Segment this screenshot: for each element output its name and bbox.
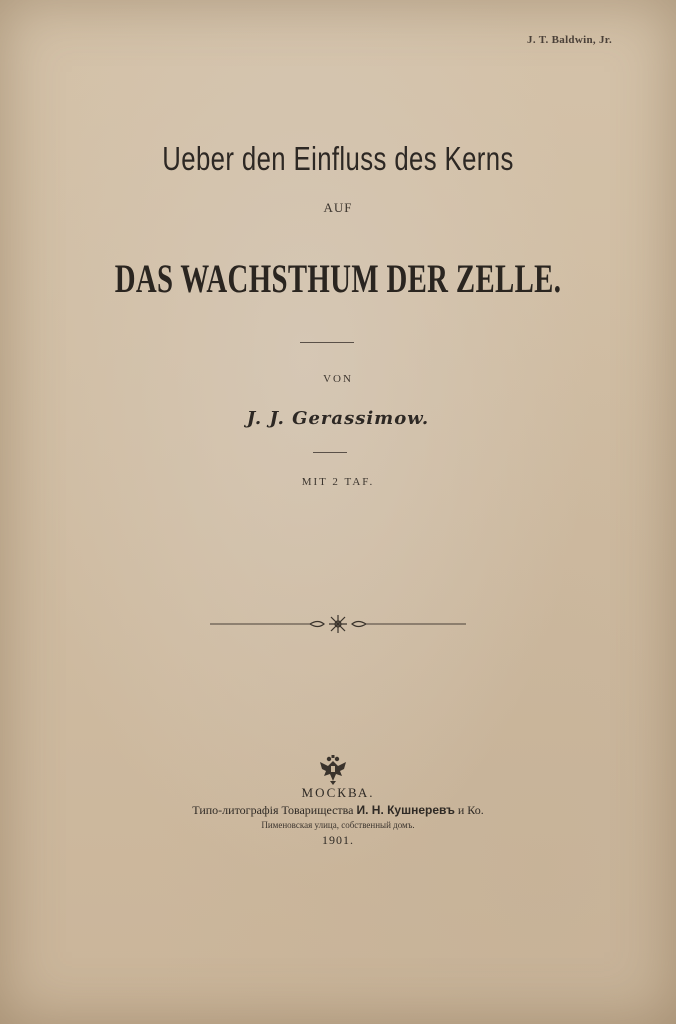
eagle-emblem-icon bbox=[318, 754, 348, 786]
owner-stamp: J. T. Baldwin, Jr. bbox=[527, 34, 612, 46]
printer-suffix: и Ко. bbox=[457, 803, 484, 817]
divider-rule-1 bbox=[300, 342, 354, 343]
title-line-2: DAS WACHSTHUM DER ZELLE. bbox=[114, 256, 562, 301]
imprint-printer bbox=[0, 803, 676, 818]
byline-von: VON bbox=[323, 373, 353, 385]
author-name: J. J. Gerassimow. bbox=[246, 408, 430, 429]
printer-name: И. Н. Кушнеревъ bbox=[356, 803, 455, 817]
title-line-1: Ueber den Einfluss des Kerns bbox=[162, 140, 514, 177]
divider-rule-2 bbox=[313, 452, 347, 453]
ornament-divider bbox=[210, 612, 466, 636]
imprint-year: 1901. bbox=[322, 833, 354, 847]
plates-note: MIT 2 TAF. bbox=[301, 476, 375, 488]
imprint-address: Пименовская улица, собственный домъ. bbox=[261, 820, 415, 830]
title-connector: AUF bbox=[323, 200, 353, 215]
printer-prefix: Типо-литографія Товарищества bbox=[192, 803, 354, 817]
imprint-city: МОСКВА. bbox=[301, 785, 375, 800]
